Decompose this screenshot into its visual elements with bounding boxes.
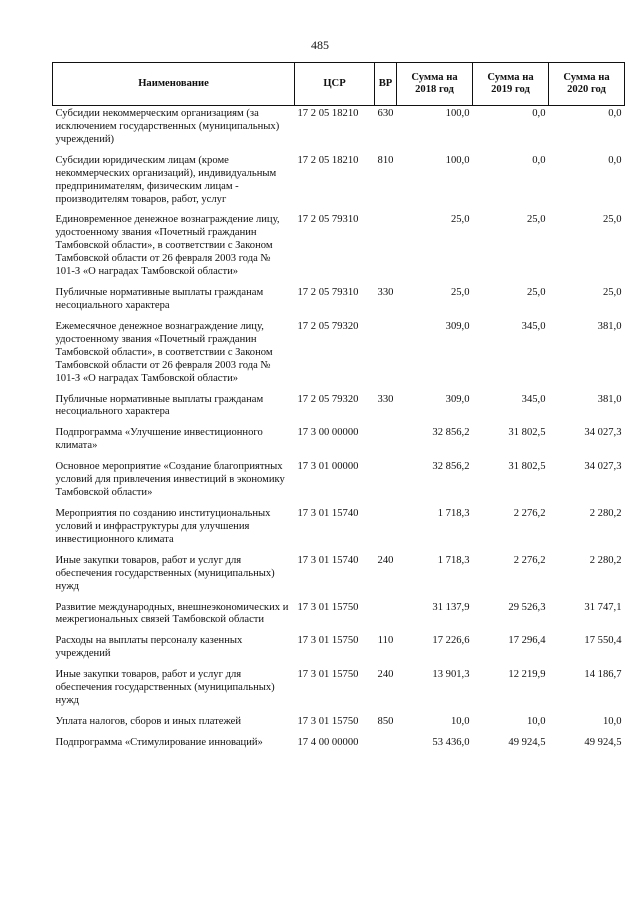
cell-2019: 12 219,9 (508, 669, 546, 681)
cell-csr: 17 2 05 79310 (297, 214, 359, 226)
cell-2018: 309,0 (445, 393, 470, 405)
cell-csr: 17 3 01 00000 (297, 461, 359, 473)
cell-name: Уплата налогов, сборов и иных платежей (55, 715, 242, 727)
cell-2018: 32 856,2 (432, 461, 470, 473)
cell-name: Иные закупки товаров, работ и услуг для обеспечения государственных (муниципальных) нужд (55, 669, 275, 707)
cell-name: Развитие международных, внешнеэкономических и межрегиональных связей Тамбовской области (55, 601, 289, 626)
cell-2020: 2 280,2 (589, 507, 622, 519)
cell-2018: 53 436,0 (432, 736, 470, 748)
cell-vr (375, 425, 397, 459)
cell-csr: 17 2 05 79320 (297, 393, 359, 405)
cell-csr: 17 3 00 00000 (297, 427, 359, 439)
cell-2020: 0,0 (608, 154, 622, 166)
cell-name: Подпрограмма «Улучшение инвестиционного климата» (55, 427, 263, 452)
cell-name: Мероприятия по созданию институциональных условий и инфраструктуры для улучшения инвестиционного климата (55, 507, 271, 545)
table-row (53, 553, 625, 600)
cell-csr: 17 2 05 79310 (297, 287, 359, 299)
cell-vr: 240 (377, 554, 394, 566)
header-csr: ЦСР (295, 63, 375, 106)
cell-vr (375, 506, 397, 553)
cell-2019: 10,0 (526, 715, 546, 727)
cell-name: Публичные нормативные выплаты гражданам несоциального характера (55, 287, 264, 311)
cell-2018: 32 856,2 (432, 427, 470, 439)
cell-2018: 17 226,6 (432, 635, 470, 647)
table-row (53, 633, 625, 667)
cell-2020: 25,0 (602, 214, 622, 226)
cell-name: Подпрограмма «Стимулирование инноваций» (55, 736, 263, 748)
table-row (53, 212, 625, 285)
cell-2018: 100,0 (445, 108, 470, 119)
cell-csr: 17 4 00 00000 (297, 736, 359, 748)
cell-2019: 25,0 (526, 214, 546, 226)
table-row (53, 735, 625, 756)
cell-vr (375, 319, 397, 392)
cell-2018: 1 718,3 (437, 507, 470, 519)
cell-vr: 630 (377, 108, 394, 119)
table-row (53, 459, 625, 506)
cell-vr: 110 (377, 635, 394, 647)
cell-csr: 17 3 01 15750 (297, 715, 359, 727)
cell-vr (375, 212, 397, 285)
cell-2020: 25,0 (602, 287, 622, 299)
cell-2018: 25,0 (450, 287, 470, 299)
cell-vr: 240 (377, 669, 394, 681)
cell-name: Ежемесячное денежное вознаграждение лицу, удостоенному звания «Почетный гражданин Тамбовской области», в соответствии с Законом Тамбовской области от 26 февраля 2003 года № 101-З «О наградах Тамбовской области» (55, 320, 273, 384)
cell-2020: 10,0 (602, 715, 622, 727)
cell-2019: 31 802,5 (508, 427, 546, 439)
cell-2018: 10,0 (450, 715, 470, 727)
cell-csr: 17 2 05 79320 (297, 320, 359, 332)
cell-2020: 381,0 (597, 393, 622, 405)
cell-vr: 330 (377, 393, 394, 405)
cell-2019: 2 276,2 (513, 554, 546, 566)
cell-csr: 17 3 01 15750 (297, 635, 359, 647)
table-row (53, 319, 625, 392)
cell-2018: 1 718,3 (437, 554, 470, 566)
cell-2020: 0,0 (608, 108, 622, 119)
cell-2018: 13 901,3 (432, 669, 470, 681)
cell-2018: 309,0 (445, 320, 470, 332)
cell-2019: 29 526,3 (508, 601, 546, 613)
cell-2019: 345,0 (521, 320, 546, 332)
table-row (53, 714, 625, 735)
table-row (53, 600, 625, 634)
table-row (53, 285, 625, 319)
cell-vr: 850 (377, 715, 394, 727)
cell-2020: 31 747,1 (584, 601, 622, 613)
cell-name: Публичные нормативные выплаты гражданам несоциального характера (55, 393, 264, 418)
table-row (53, 392, 625, 426)
cell-2020: 49 924,5 (584, 736, 622, 748)
cell-2018: 25,0 (450, 214, 470, 226)
cell-name: Основное мероприятие «Создание благоприятных условий для привлечения инвестиций в экономику Тамбовской области» (55, 461, 285, 499)
table-row (53, 153, 625, 213)
cell-2018: 31 137,9 (432, 601, 470, 613)
header-2019: Сумма на 2019 год (473, 63, 549, 106)
budget-table (52, 62, 625, 756)
header-vr: ВР (375, 63, 397, 106)
cell-2020: 34 027,3 (584, 427, 622, 439)
table-row (53, 667, 625, 714)
table-header-row (53, 63, 625, 106)
cell-name: Единовременное денежное вознаграждение лицу, удостоенному звания «Почетный гражданин Тамбовской области», в соответствии с Законом Тамбовской области от 26 февраля 2003 года № 101-З «О наградах Тамбовской области» (55, 214, 280, 278)
cell-2019: 17 296,4 (508, 635, 546, 647)
cell-2019: 2 276,2 (513, 507, 546, 519)
cell-vr (375, 735, 397, 756)
cell-2020: 14 186,7 (584, 669, 622, 681)
cell-2019: 49 924,5 (508, 736, 546, 748)
cell-vr (375, 600, 397, 634)
page-number: 485 (311, 38, 329, 52)
header-name: Наименование (53, 63, 295, 106)
cell-csr: 17 3 01 15750 (297, 601, 359, 613)
table-row (53, 506, 625, 553)
cell-vr (375, 459, 397, 506)
cell-name: Субсидии некоммерческим организациям (за исключением государственных (муниципальных) учреждений) (55, 108, 280, 145)
header-2020: Сумма на 2020 год (549, 63, 625, 106)
cell-csr: 17 3 01 15750 (297, 669, 359, 681)
cell-csr: 17 3 01 15740 (297, 554, 359, 566)
cell-2019: 345,0 (521, 393, 546, 405)
cell-2019: 0,0 (532, 108, 546, 119)
cell-2019: 31 802,5 (508, 461, 546, 473)
cell-2020: 34 027,3 (584, 461, 622, 473)
cell-2019: 0,0 (532, 154, 546, 166)
cell-csr: 17 3 01 15740 (297, 507, 359, 519)
cell-2020: 17 550,4 (584, 635, 622, 647)
cell-2018: 100,0 (445, 154, 470, 166)
header-2018: Сумма на 2018 год (397, 63, 473, 106)
cell-vr: 330 (377, 287, 394, 299)
cell-name: Расходы на выплаты персоналу казенных учреждений (55, 635, 243, 660)
cell-2020: 381,0 (597, 320, 622, 332)
cell-2020: 2 280,2 (589, 554, 622, 566)
cell-csr: 17 2 05 18210 (297, 154, 359, 166)
cell-vr: 810 (377, 154, 394, 166)
cell-csr: 17 2 05 18210 (297, 108, 359, 119)
table-row (53, 425, 625, 459)
cell-2019: 25,0 (526, 287, 546, 299)
cell-name: Субсидии юридическим лицам (кроме некоммерческих организаций), индивидуальным предпринимателям, физическим лицам - производителям товаров, работ, услуг (55, 154, 277, 205)
table-row (53, 106, 625, 153)
cell-name: Иные закупки товаров, работ и услуг для обеспечения государственных (муниципальных) нужд (55, 554, 275, 592)
